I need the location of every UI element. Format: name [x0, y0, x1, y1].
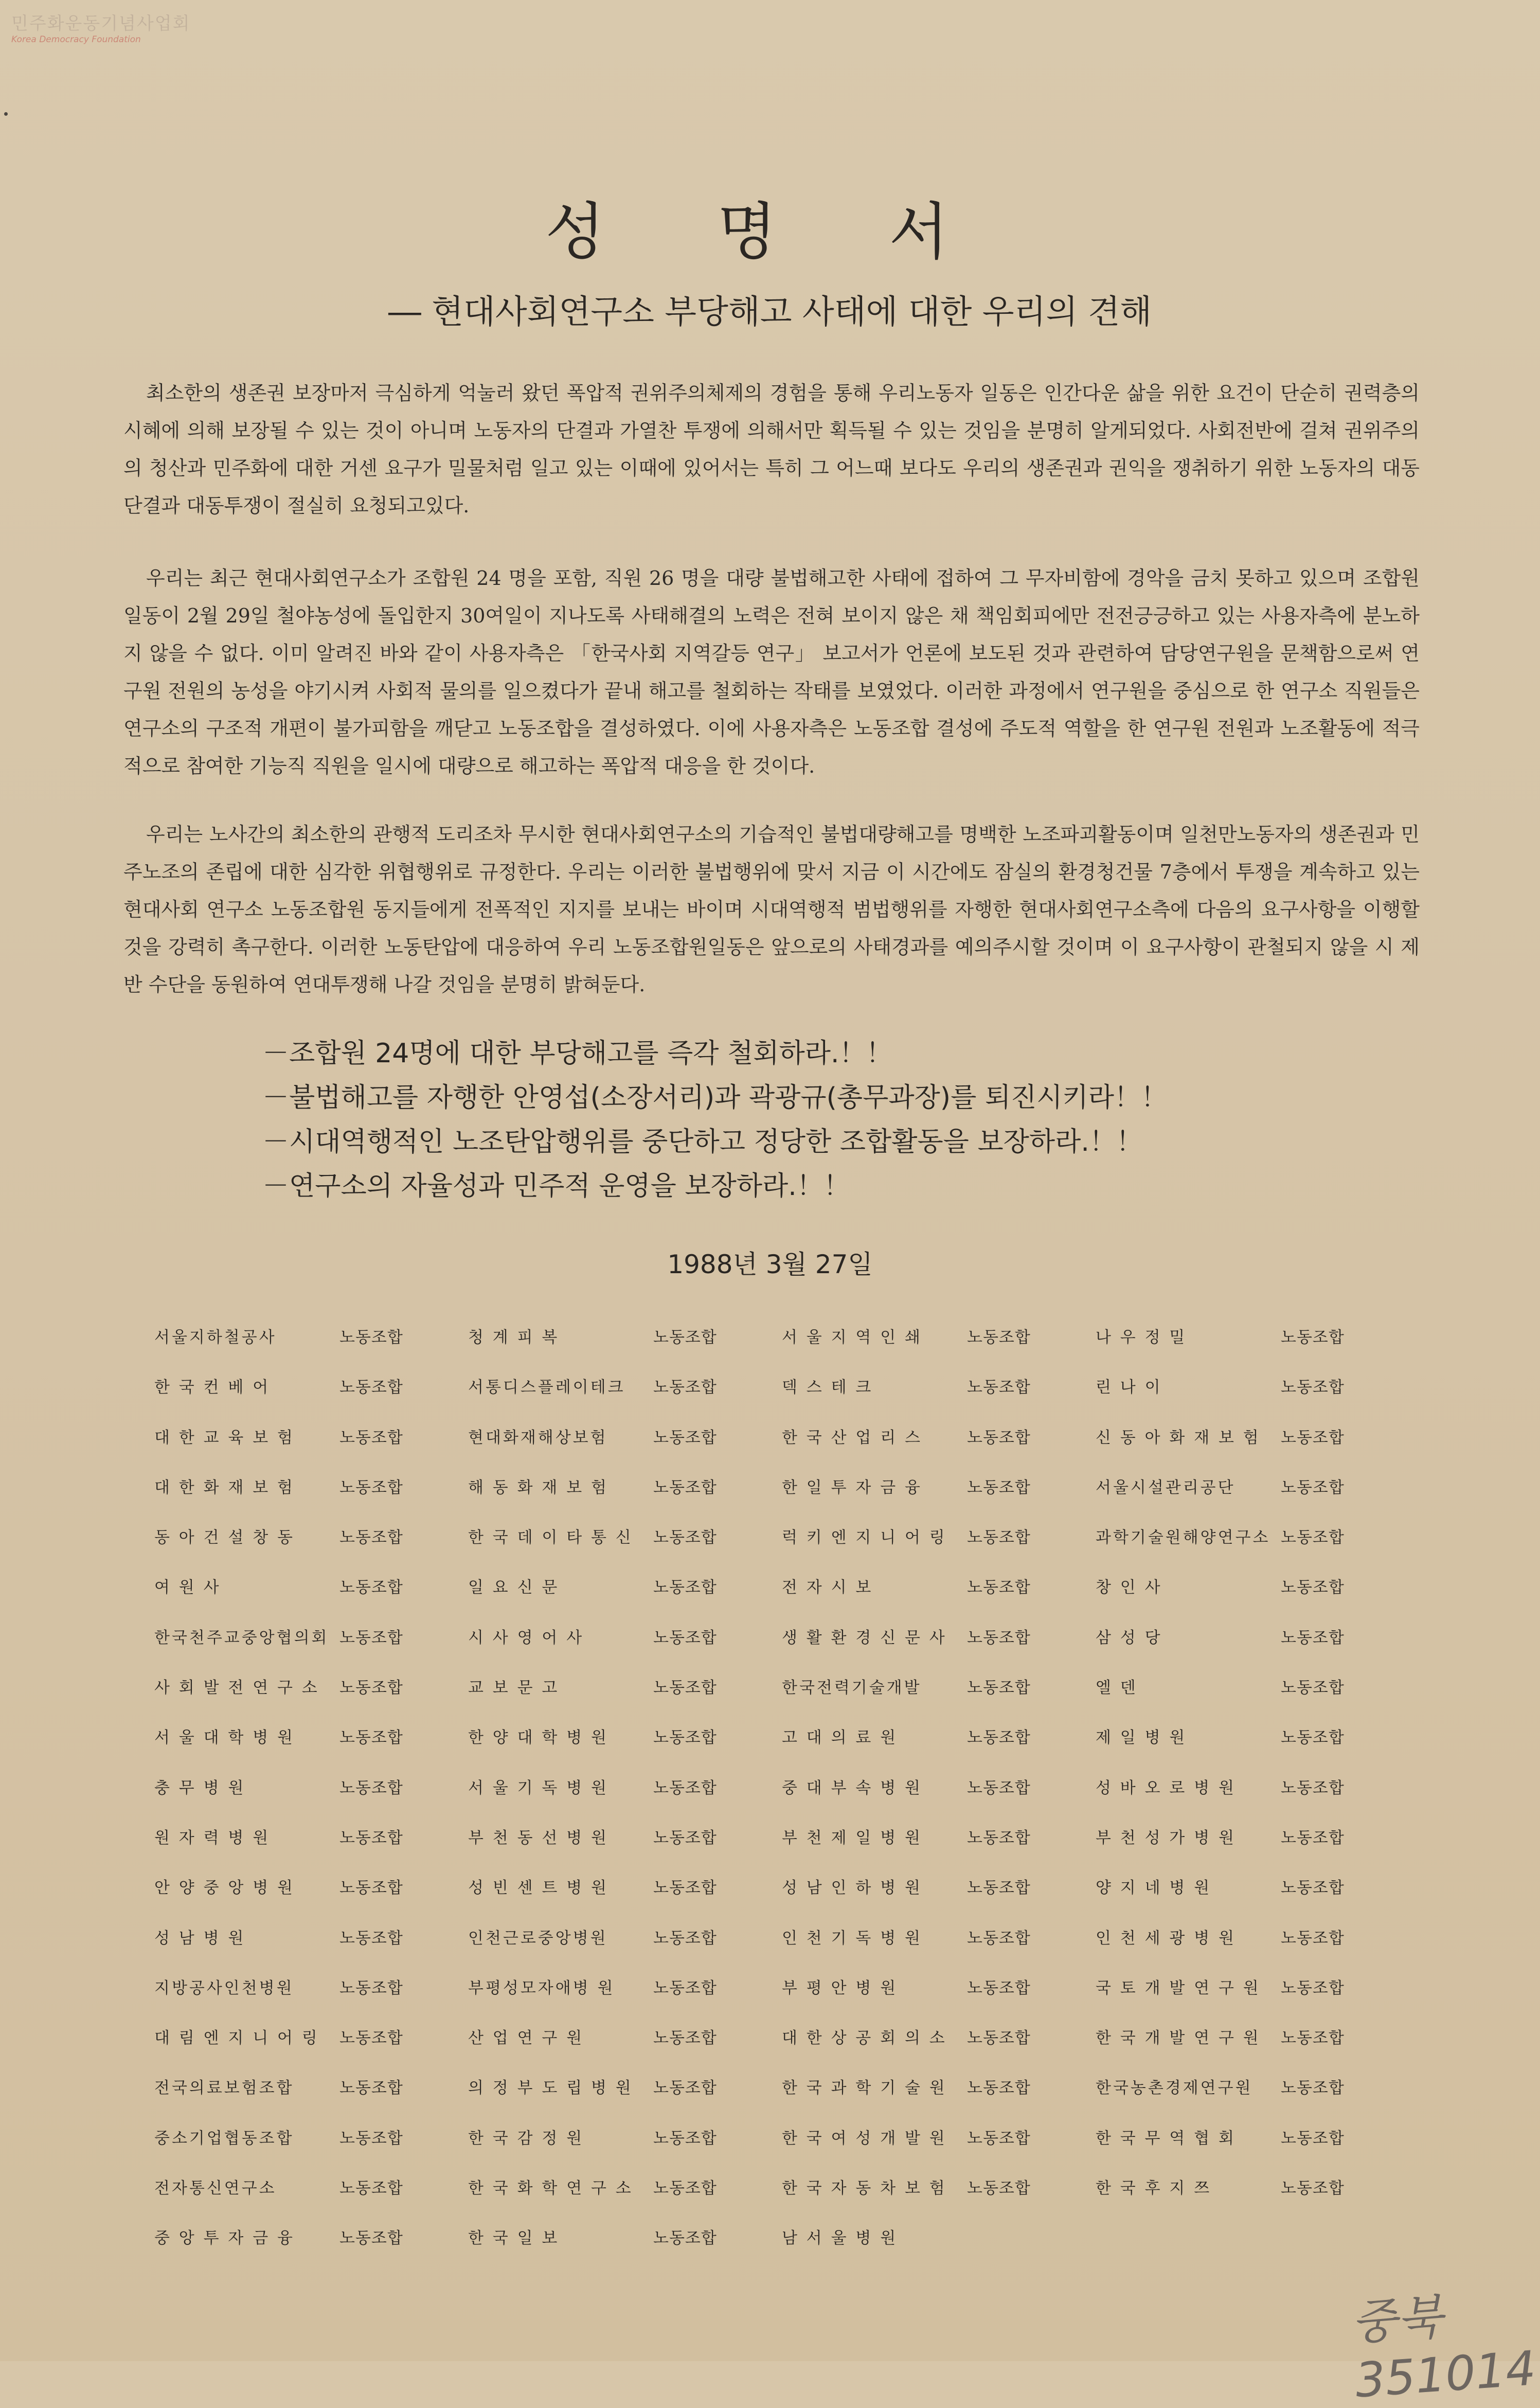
union-label: 노동조합 [1281, 1778, 1345, 1797]
union-name: 교 보 문 고 [468, 1679, 560, 1698]
union-name: 한 국 일 보 [468, 2229, 560, 2248]
union-label: 노동조합 [1281, 1978, 1345, 1997]
union-name: 삼 성 당 [1096, 1628, 1162, 1647]
union-label: 노동조합 [967, 1428, 1031, 1447]
union-name: 럭 키 엔 지 니 어 링 [782, 1528, 947, 1547]
union-label: 노동조합 [1281, 1929, 1345, 1948]
union-name: 청 계 피 복 [468, 1328, 560, 1347]
union-name: 동 아 건 설 창 동 [154, 1528, 295, 1547]
union-label: 노동조합 [967, 1328, 1031, 1347]
union-name: 중 앙 투 자 금 융 [154, 2229, 295, 2248]
union-label: 노동조합 [653, 2029, 717, 2048]
union-label: 노동조합 [967, 1578, 1031, 1597]
union-label: 노동조합 [967, 1978, 1031, 1997]
union-name: 인 천 기 독 병 원 [782, 1929, 922, 1948]
union-name: 한 국 산 업 리 스 [782, 1428, 922, 1447]
union-name: 과학기술원해양연구소 [1096, 1528, 1270, 1547]
union-label: 노동조합 [339, 2129, 403, 2148]
union-label: 노동조합 [967, 1478, 1031, 1497]
statement-date: 1988년 3월 27일 [667, 1250, 873, 1279]
union-label: 노동조합 [339, 2229, 403, 2248]
union-label: 노동조합 [339, 1679, 403, 1698]
page-title: 성 명 서 [545, 197, 995, 268]
union-label: 노동조합 [339, 1478, 403, 1497]
union-name: 현대화재해상보험 [468, 1428, 608, 1447]
union-name: 의 정 부 도 립 병 원 [468, 2079, 633, 2098]
union-label: 노동조합 [967, 2029, 1031, 2048]
union-label: 노동조합 [1281, 1478, 1345, 1497]
union-name: 한 국 컨 베 어 [154, 1378, 271, 1397]
archive-number-handwritten: 중북351014 [1349, 2289, 1538, 2408]
union-name: 산 업 연 구 원 [468, 2029, 584, 2048]
demand-item: －시대역행적인 노조탄압행위를 중단하고 정당한 조합활동을 보장하라.！！ [262, 1127, 1143, 1157]
union-name: 원 자 력 병 원 [154, 1828, 271, 1847]
union-label: 노동조합 [653, 1679, 717, 1698]
union-label: 노동조합 [967, 1679, 1031, 1698]
union-name: 고 대 의 료 원 [782, 1728, 898, 1747]
ink-dot [4, 112, 8, 116]
union-name: 성 남 인 하 병 원 [782, 1879, 922, 1898]
demand-item: －조합원 24명에 대한 부당해고를 즉각 철회하라.！！ [262, 1038, 893, 1069]
union-name: 인 천 세 광 병 원 [1096, 1929, 1236, 1948]
union-name: 한 국 개 발 연 구 원 [1096, 2029, 1261, 2048]
union-name: 중 대 부 속 병 원 [782, 1778, 922, 1797]
union-label: 노동조합 [653, 1378, 717, 1397]
union-label: 노동조합 [1281, 2029, 1345, 2048]
union-name: 서 울 지 역 인 쇄 [782, 1328, 922, 1347]
union-label: 노동조합 [967, 1528, 1031, 1547]
union-label: 노동조합 [339, 1378, 403, 1397]
union-name: 한 국 데 이 타 통 신 [468, 1528, 633, 1547]
union-name: 남 서 울 병 원 [782, 2229, 898, 2248]
union-label: 노동조합 [653, 1478, 717, 1497]
union-name: 서통디스플레이테크 [468, 1378, 625, 1397]
union-label: 노동조합 [1281, 1378, 1345, 1397]
paragraph-2: 우리는 최근 현대사회연구소가 조합원 24 명을 포함, 직원 26 명을 대량 불법해고한 사태에 접하여 그 무자비함에 경악을 금치 못하고 있으며 조합원 일동이 2월 29일 철야농성에 돌입한지 30여일이 지나도록 사태해결의 노력은 전혀 보이지 않은 채 책임회피에만 전전긍긍하고 있는 사용자측에 분노하지 않을 수 없다. 이미 알려진 바와 같이 사용자측은 「한국사회 지역갈등 연구」 보고서가 언론에 보도된 것과 관련하여 담당연구원을 문책함으로써 연구원 전원의 농성을 야기시켜 사회적 물의를 일으켰다가 끝내 해고를 철회하는 작태를 보였었다. 이러한 과정에서 연구원을 중심으로 한 연구소 직원들은 연구소의 구조적 개편이 불가피함을 깨닫고 노동조합을 결성하였다. 이에 사용자측은 노동조합 결성에 주도적 역할을 한 연구원 전원과 노조활동에 적극적으로 참여한 기능직 직원을 일시에 대량으로 해고하는 폭압적 대응을 한 것이다. [123, 567, 1420, 777]
union-label: 노동조합 [339, 1929, 403, 1948]
union-name: 사 회 발 전 연 구 소 [154, 1679, 319, 1698]
union-label: 노동조합 [653, 1428, 717, 1447]
signatory-unions-grid [154, 1324, 1399, 2275]
page-subtitle: ― 현대사회연구소 부당해고 사태에 대한 우리의 견해 [388, 293, 1152, 331]
union-label: 노동조합 [653, 1528, 717, 1547]
union-name: 한 양 대 학 병 원 [468, 1728, 608, 1747]
union-name: 전 자 시 보 [782, 1578, 873, 1597]
union-name: 시 사 영 어 사 [468, 1628, 584, 1647]
union-label: 노동조합 [653, 1728, 717, 1747]
union-name: 엘 덴 [1096, 1679, 1138, 1698]
union-label: 노동조합 [967, 2129, 1031, 2148]
union-name: 전국의료보험조합 [154, 2079, 294, 2098]
union-name: 나 우 정 밀 [1096, 1328, 1187, 1347]
union-name: 인천근로중앙병원 [468, 1929, 608, 1948]
union-label: 노동조합 [653, 1628, 717, 1647]
demands-list [262, 1031, 1342, 1208]
union-name: 지방공사인천병원 [154, 1978, 294, 1997]
union-name: 성 빈 센 트 병 원 [468, 1879, 608, 1898]
union-label: 노동조합 [1281, 1728, 1345, 1747]
union-label: 노동조합 [967, 1929, 1031, 1948]
union-name: 성 바 오 로 병 원 [1096, 1778, 1236, 1797]
union-label: 노동조합 [339, 1728, 403, 1747]
union-label: 노동조합 [1281, 1679, 1345, 1698]
union-label: 노동조합 [339, 2179, 403, 2198]
union-name: 대 림 엔 지 니 어 링 [154, 2029, 319, 2048]
paragraph-1: 최소한의 생존권 보장마저 극심하게 억눌러 왔던 폭압적 권위주의체제의 경험을 통해 우리노동자 일동은 인간다운 삶을 위한 요건이 단순히 권력층의 시혜에 의해 보장될 수 있는 것이 아니며 노동자의 단결과 가열찬 투쟁에 의해서만 획득될 수 있는 것임을 분명히 알게되었다. 사회전반에 걸쳐 권위주의의 청산과 민주화에 대한 거센 요구가 밀물처럼 일고 있는 이때에 있어서는 특히 그 어느때 보다도 우리의 생존권과 권익을 쟁취하기 위한 노동자의 대동단결과 대동투쟁이 절실히 요청되고있다. [123, 382, 1420, 517]
union-label: 노동조합 [339, 1578, 403, 1597]
union-name: 일 요 신 문 [468, 1578, 560, 1597]
union-label: 노동조합 [967, 1378, 1031, 1397]
union-name: 생 활 환 경 신 문 사 [782, 1628, 947, 1647]
paragraph-3: 우리는 노사간의 최소한의 관행적 도리조차 무시한 현대사회연구소의 기습적인 불법대량해고를 명백한 노조파괴활동이며 일천만노동자의 생존권과 민주노조의 존립에 대한 심각한 위협행위로 규정한다. 우리는 이러한 불법행위에 맞서 지금 이 시간에도 잠실의 환경청건물 7층에서 투쟁을 계속하고 있는 현대사회 연구소 노동조합원 동지들에게 전폭적인 지지를 보내는 바이며 시대역행적 범법행위를 자행한 현대사회연구소측에 다음의 요구사항을 이행할 것을 강력히 촉구한다. 이러한 노동탄압에 대응하여 우리 노동조합원일동은 앞으로의 사태경과를 예의주시할 것이며 이 요구사항이 관철되지 않을 시 제반 수단을 동원하여 연대투쟁해 나갈 것임을 분명히 밝혀둔다. [123, 823, 1420, 996]
union-name: 중소기업협동조합 [154, 2129, 294, 2148]
union-label: 노동조합 [339, 1528, 403, 1547]
union-label: 노동조합 [1281, 1528, 1345, 1547]
union-name: 양 지 네 병 원 [1096, 1879, 1212, 1898]
union-name: 해 동 화 재 보 험 [468, 1478, 608, 1497]
union-name: 성 남 병 원 [154, 1929, 246, 1948]
union-label: 노동조합 [1281, 2129, 1345, 2148]
union-label: 노동조합 [339, 1428, 403, 1447]
union-label: 노동조합 [653, 1978, 717, 1997]
union-label: 노동조합 [339, 2029, 403, 2048]
demand-item: －불법해고를 자행한 안영섭(소장서리)과 곽광규(총무과장)를 퇴진시키라！！ [262, 1082, 1168, 1113]
union-name: 한 국 후 지 쯔 [1096, 2179, 1212, 2198]
union-name: 덱 스 테 크 [782, 1378, 873, 1397]
union-label: 노동조합 [653, 1778, 717, 1797]
union-label: 노동조합 [1281, 1328, 1345, 1347]
union-label: 노동조합 [339, 1978, 403, 1997]
watermark-logo [11, 9, 190, 45]
union-label: 노동조합 [653, 1328, 717, 1347]
demand-item: －연구소의 자율성과 민주적 운영을 보장하라.！！ [262, 1171, 850, 1202]
union-label: 노동조합 [967, 1828, 1031, 1847]
union-name: 부 평 안 병 원 [782, 1978, 898, 1997]
union-name: 부 천 동 선 병 원 [468, 1828, 608, 1847]
union-name: 신 동 아 화 재 보 험 [1096, 1428, 1261, 1447]
union-label: 노동조합 [967, 1728, 1031, 1747]
union-label: 노동조합 [1281, 1578, 1345, 1597]
union-label: 노동조합 [653, 2229, 717, 2248]
union-name: 서 울 기 독 병 원 [468, 1778, 608, 1797]
union-name: 대 한 교 육 보 험 [154, 1428, 295, 1447]
union-name: 한국농촌경제연구원 [1096, 2079, 1253, 2098]
union-label: 노동조합 [967, 2079, 1031, 2098]
union-label: 노동조합 [967, 1778, 1031, 1797]
union-label: 노동조합 [339, 1778, 403, 1797]
union-label: 노동조합 [653, 2129, 717, 2148]
union-name: 한국천주교중앙협의회 [154, 1628, 329, 1647]
union-name: 한 국 화 학 연 구 소 [468, 2179, 633, 2198]
union-name: 여 원 사 [154, 1578, 221, 1597]
union-label: 노동조합 [653, 1879, 717, 1898]
union-label: 노동조합 [653, 1578, 717, 1597]
union-name: 충 무 병 원 [154, 1778, 246, 1797]
union-label: 노동조합 [339, 1828, 403, 1847]
union-label: 노동조합 [1281, 1628, 1345, 1647]
union-name: 린 나 이 [1096, 1378, 1162, 1397]
union-name: 한국전력기술개발 [782, 1679, 922, 1698]
union-label: 노동조합 [339, 1879, 403, 1898]
union-name: 한 국 과 학 기 술 원 [782, 2079, 947, 2098]
union-name: 부평성모자애병 원 [468, 1978, 615, 1997]
union-label: 노동조합 [653, 2079, 717, 2098]
union-label: 노동조합 [1281, 1828, 1345, 1847]
union-name: 전자통신연구소 [154, 2179, 277, 2198]
union-name: 대 한 화 재 보 험 [154, 1478, 295, 1497]
union-label: 노동조합 [339, 1328, 403, 1347]
union-label: 노동조합 [653, 1828, 717, 1847]
watermark-english: Korea Democracy Foundation [11, 34, 141, 45]
union-label: 노동조합 [1281, 2079, 1345, 2098]
union-label: 노동조합 [1281, 2179, 1345, 2198]
union-name: 국 토 개 발 연 구 원 [1096, 1978, 1261, 1997]
union-label: 노동조합 [967, 2179, 1031, 2198]
union-name: 창 인 사 [1096, 1578, 1162, 1597]
union-label: 노동조합 [1281, 1879, 1345, 1898]
union-name: 대 한 상 공 회 의 소 [782, 2029, 947, 2048]
union-name: 한 일 투 자 금 융 [782, 1478, 922, 1497]
union-name: 안 양 중 앙 병 원 [154, 1879, 295, 1898]
union-label: 노동조합 [1281, 1428, 1345, 1447]
union-name: 부 천 성 가 병 원 [1096, 1828, 1236, 1847]
union-name: 한 국 감 정 원 [468, 2129, 584, 2148]
watermark-korean: 민주화운동기념사업회 [11, 13, 191, 34]
union-label: 노동조합 [339, 2079, 403, 2098]
union-name: 한 국 여 성 개 발 원 [782, 2129, 947, 2148]
union-label: 노동조합 [339, 1628, 403, 1647]
union-name: 서 울 대 학 병 원 [154, 1728, 295, 1747]
union-name: 제 일 병 원 [1096, 1728, 1187, 1747]
union-name: 부 천 제 일 병 원 [782, 1828, 922, 1847]
union-label: 노동조합 [967, 1628, 1031, 1647]
union-name: 서울지하철공사 [154, 1328, 277, 1347]
union-name: 한 국 자 동 차 보 험 [782, 2179, 947, 2198]
union-label: 노동조합 [967, 1879, 1031, 1898]
union-label: 노동조합 [653, 2179, 717, 2198]
union-name: 서울시설관리공단 [1096, 1478, 1235, 1497]
union-name: 한 국 무 역 협 회 [1096, 2129, 1236, 2148]
union-label: 노동조합 [653, 1929, 717, 1948]
